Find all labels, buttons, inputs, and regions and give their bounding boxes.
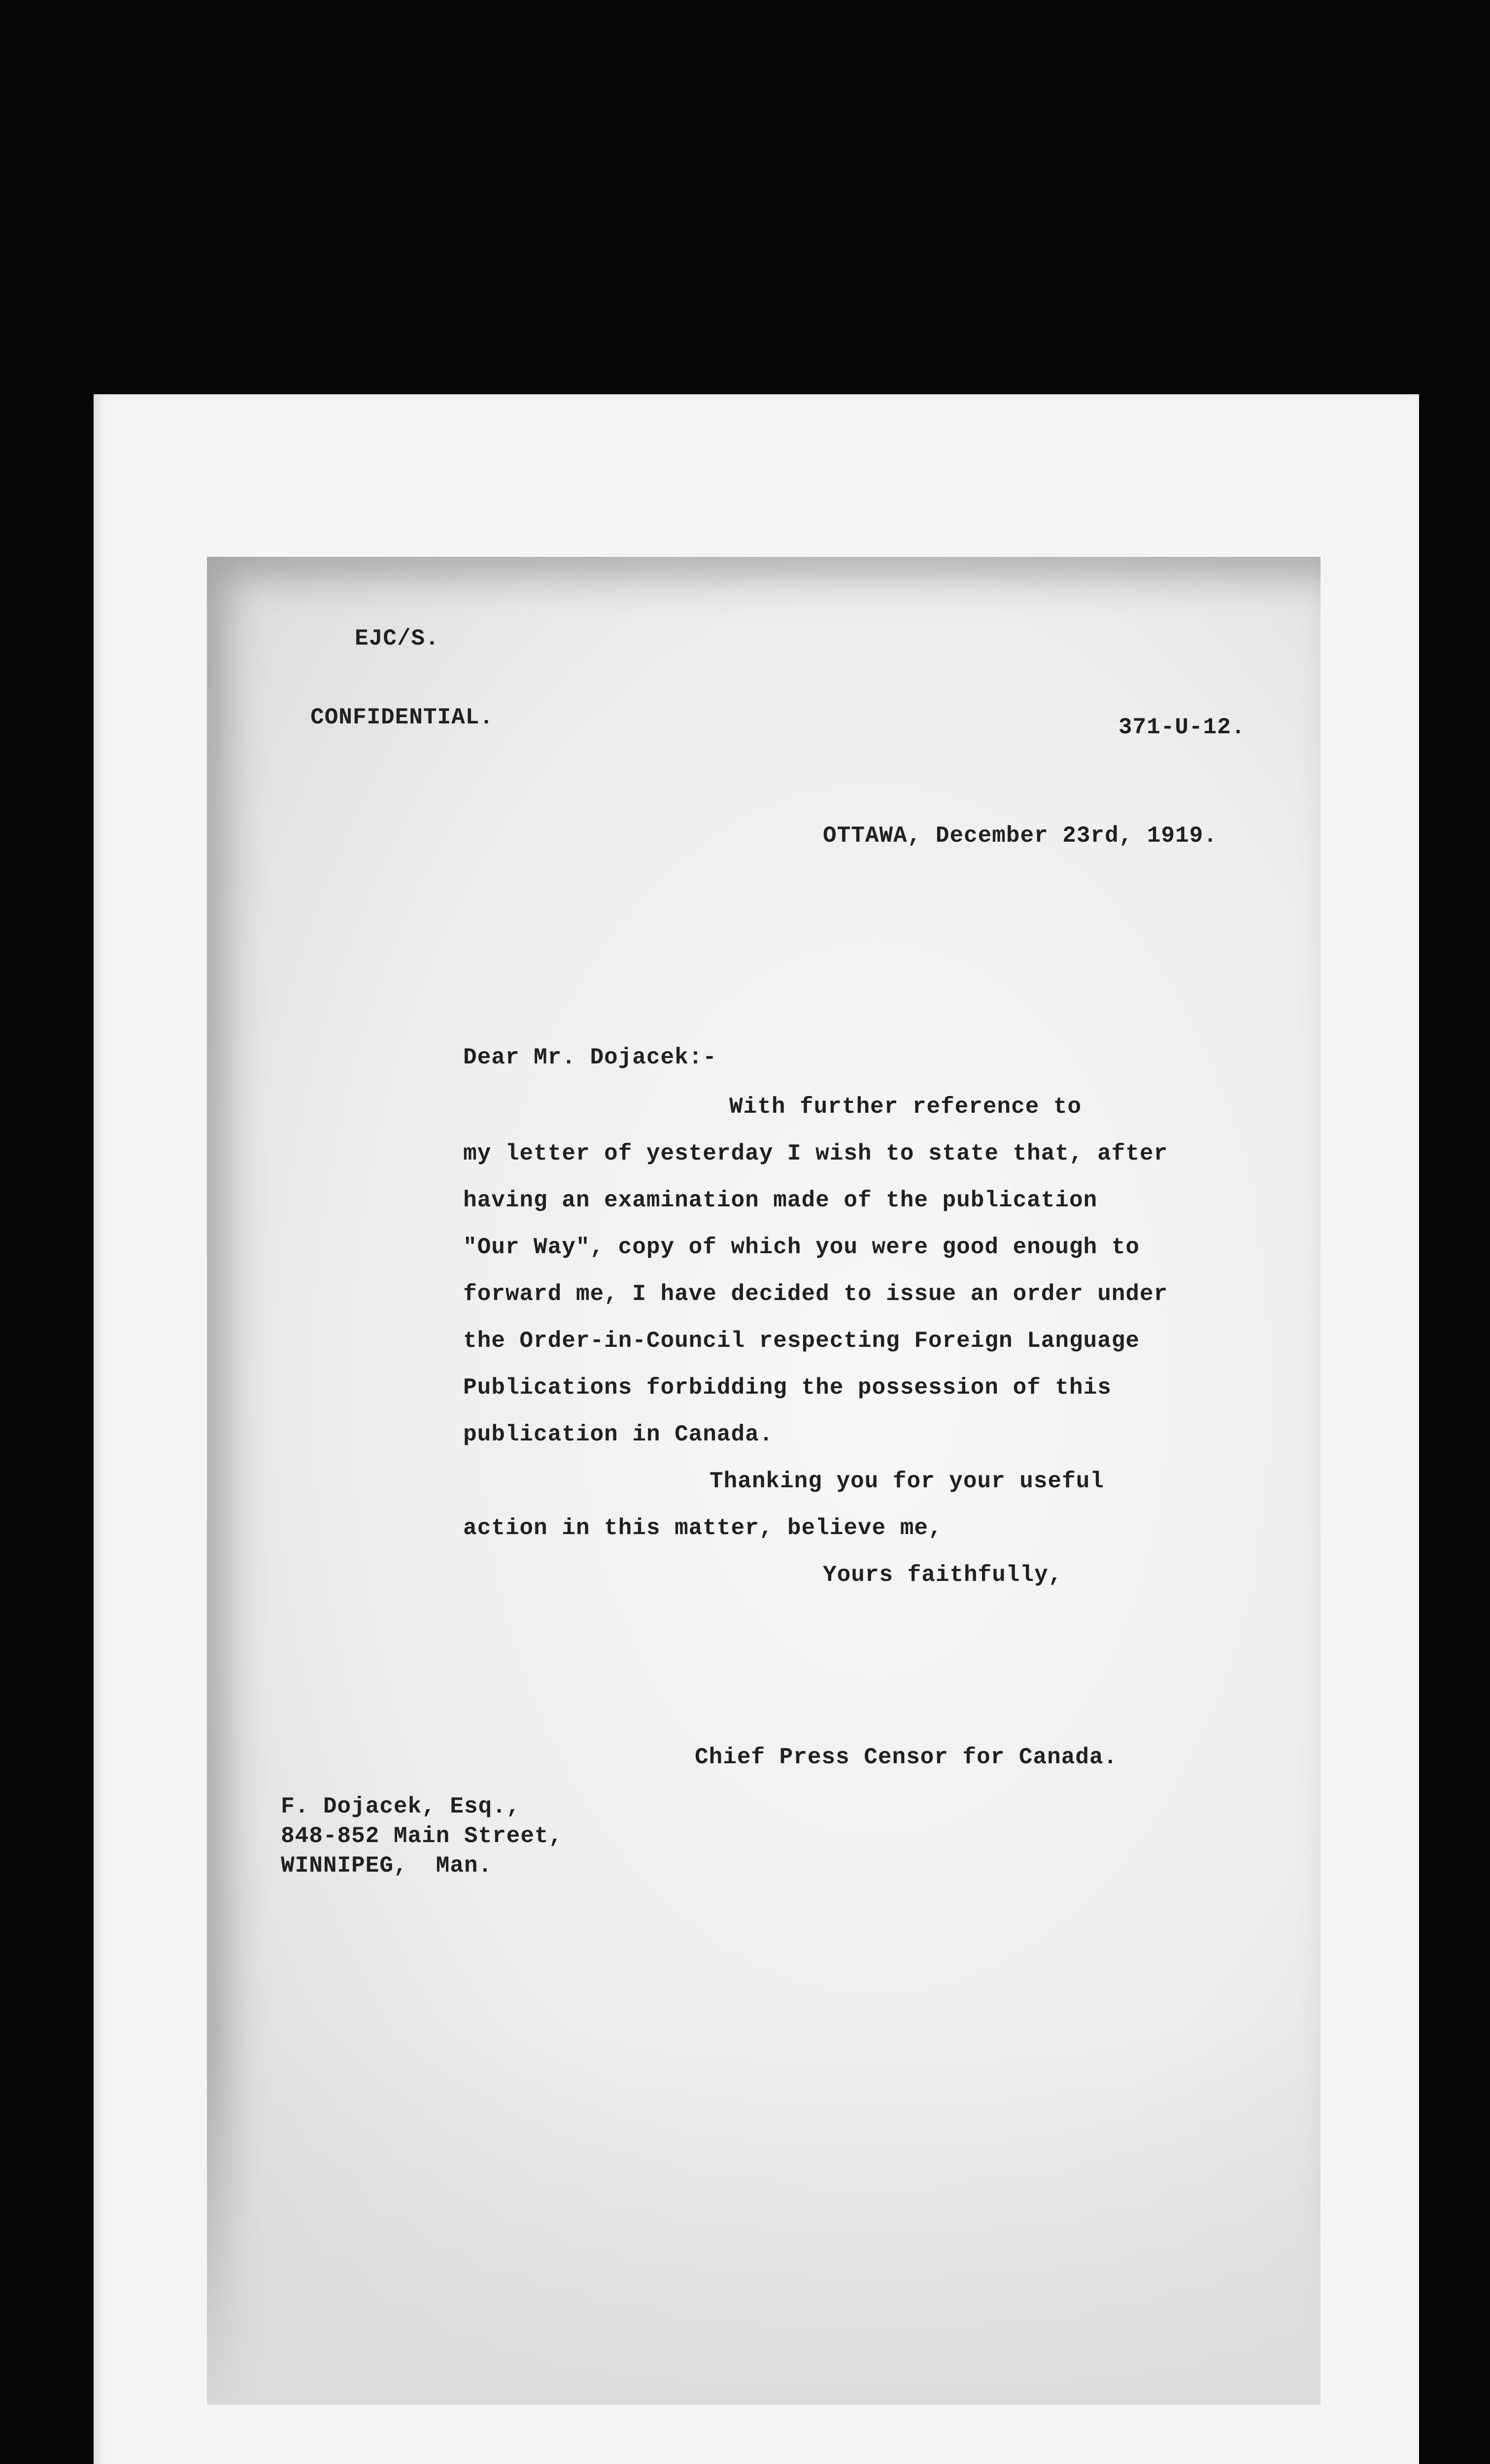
- body-line: Publications forbidding the possession of this: [463, 1375, 1112, 1401]
- closing: Yours faithfully,: [823, 1562, 1063, 1588]
- address-line: F. Dojacek, Esq.,: [281, 1794, 521, 1819]
- body-line: With further reference to: [729, 1094, 1082, 1120]
- classification-mark: CONFIDENTIAL.: [310, 705, 494, 730]
- page-shadow: [207, 2030, 1321, 2405]
- body-line: Thanking you for your useful: [710, 1469, 1104, 1494]
- carbon-copy-letter: [207, 557, 1321, 2405]
- body-line: having an examination made of the publication: [463, 1188, 1098, 1213]
- document-page: [94, 394, 1419, 2464]
- reference-initials: EJC/S.: [355, 626, 440, 651]
- body-line: my letter of yesterday I wish to state that, after: [463, 1141, 1168, 1166]
- body-line: "Our Way", copy of which you were good enough to: [463, 1234, 1140, 1260]
- place-date: OTTAWA, December 23rd, 1919.: [823, 823, 1218, 849]
- file-number: 371-U-12.: [1118, 715, 1246, 740]
- body-line: the Order-in-Council respecting Foreign Language: [463, 1328, 1140, 1354]
- address-line: 848-852 Main Street,: [281, 1823, 563, 1849]
- body-line: forward me, I have decided to issue an order under: [463, 1281, 1168, 1307]
- body-line: action in this matter, believe me,: [463, 1515, 943, 1541]
- body-line: publication in Canada.: [463, 1422, 774, 1447]
- salutation: Dear Mr. Dojacek:-: [463, 1045, 717, 1070]
- address-line: WINNIPEG, Man.: [281, 1853, 493, 1879]
- signature-title: Chief Press Censor for Canada.: [695, 1745, 1118, 1770]
